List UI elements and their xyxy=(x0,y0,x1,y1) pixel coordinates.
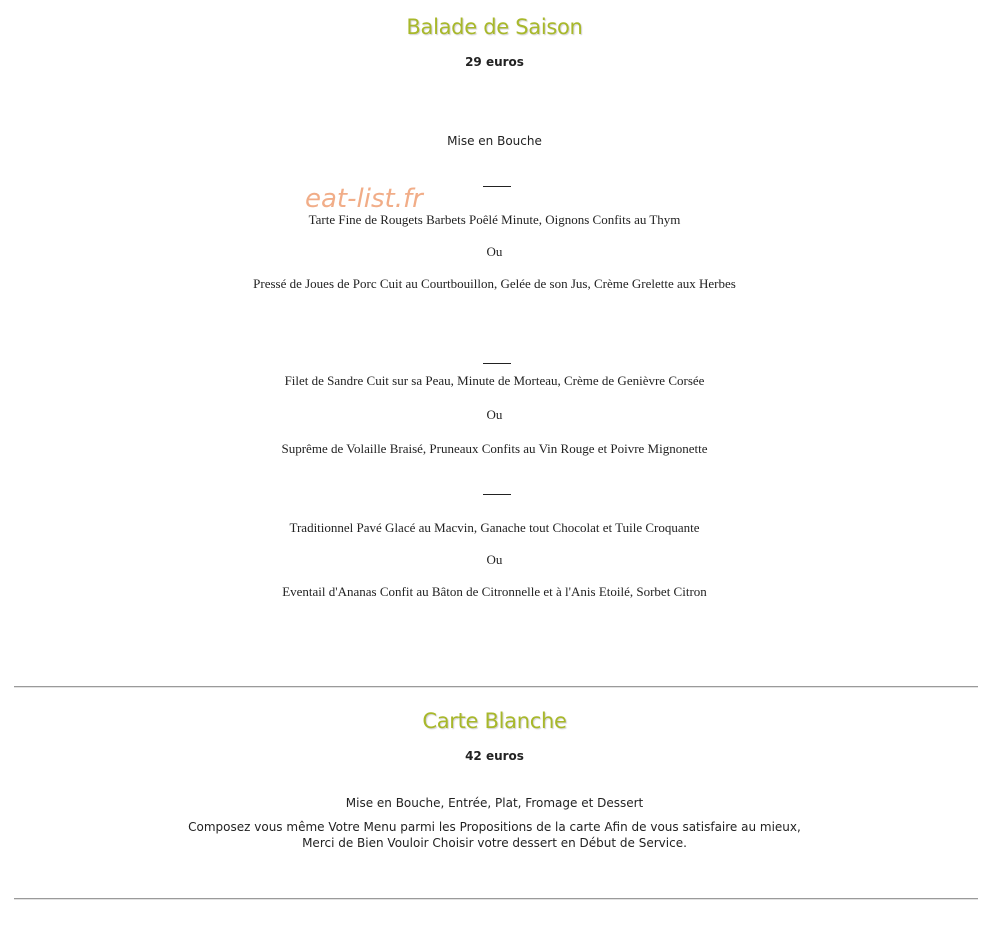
menu-main-option-1: Filet de Sandre Cuit sur sa Peau, Minute de Morteau, Crème de Genièvre Corsée xyxy=(284,373,705,388)
menu-starter-option-1: Tarte Fine de Rougets Barbets Poêlé Minute, Oignons Confits au Thym xyxy=(308,212,681,227)
menu-price: 29 euros xyxy=(465,55,524,69)
course-separator xyxy=(483,494,511,495)
menu-courses: Mise en Bouche, Entrée, Plat, Fromage et Dessert xyxy=(345,796,644,810)
menu-price: 42 euros xyxy=(465,749,524,763)
menu-note-line-2: Merci de Bien Vouloir Choisir votre dessert en Début de Service. xyxy=(302,836,687,850)
watermark-logo: eat-list.fr xyxy=(305,184,423,214)
menu-or-separator: Ou xyxy=(486,407,503,422)
section-divider xyxy=(14,898,978,900)
menu-main-option-2: Suprême de Volaille Braisé, Pruneaux Confits au Vin Rouge et Poivre Mignonette xyxy=(281,441,708,456)
menu-dessert-option-1: Traditionnel Pavé Glacé au Macvin, Ganache tout Chocolat et Tuile Croquante xyxy=(289,520,700,535)
menu-course-amuse: Mise en Bouche xyxy=(447,134,542,148)
menu-title-carte-blanche: Carte Blanche xyxy=(422,709,567,733)
course-separator xyxy=(483,363,511,364)
menu-note-line-1: Composez vous même Votre Menu parmi les Propositions de la carte Afin de vous satisfaire au mieux, xyxy=(188,820,801,834)
section-divider xyxy=(14,686,978,688)
menu-dessert-option-2: Eventail d'Ananas Confit au Bâton de Citronnelle et à l'Anis Etoilé, Sorbet Citron xyxy=(282,584,707,599)
menu-title-balade-de-saison: Balade de Saison xyxy=(406,15,583,39)
menu-starter-option-2: Pressé de Joues de Porc Cuit au Courtbouillon, Gelée de son Jus, Crème Grelette aux Herbes xyxy=(253,276,736,291)
menu-or-separator: Ou xyxy=(486,244,503,259)
course-separator xyxy=(483,186,511,187)
menu-or-separator: Ou xyxy=(486,552,503,567)
